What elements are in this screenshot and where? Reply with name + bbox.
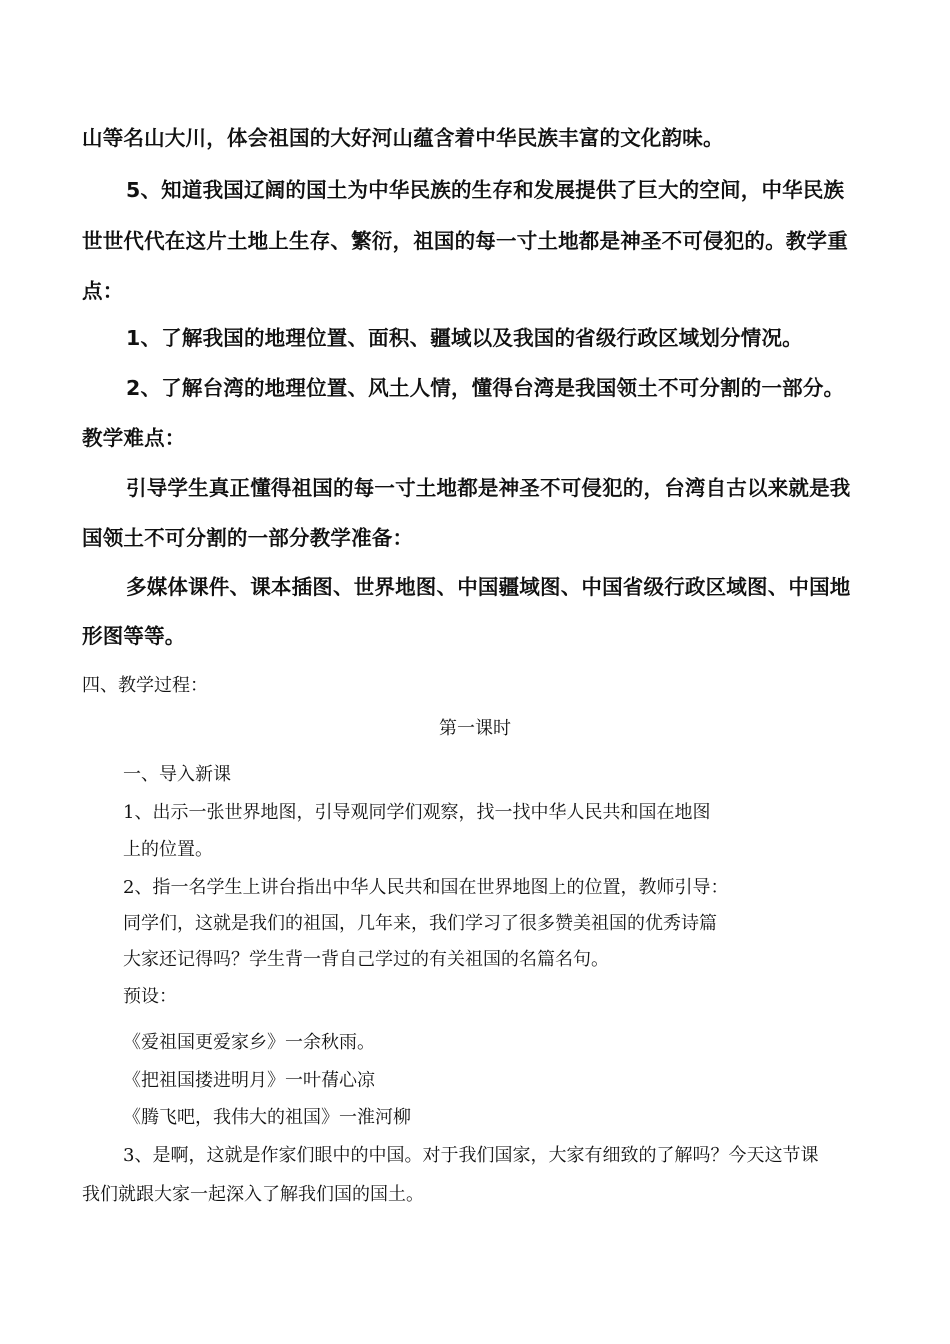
section-heading: 教学难点： [82,426,186,450]
paragraph-line: 3、是啊，这就是作家们眼中的中国。对于我们国家，大家有细致的了解吗？今天这节课 [123,1145,819,1166]
paragraph-line: 山等名山大川，体会祖国的大好河山蕴含着中华民族丰富的文化韵味。 [82,126,724,150]
paragraph-line: 1、出示一张世界地图，引导观同学们观察，找一找中华人民共和国在地图 [123,802,711,823]
quote-line: 《腾飞吧，我伟大的祖国》一淮河柳 [123,1107,411,1128]
paragraph-line: 多媒体课件、课本插图、世界地图、中国疆域图、中国省级行政区域图、中国地 [126,575,851,599]
paragraph-line: 上的位置。 [123,839,213,860]
paragraph-line: 同学们，这就是我们的祖国，几年来，我们学习了很多赞美祖国的优秀诗篇 [123,913,717,934]
paragraph-line: 点： [82,279,124,303]
paragraph-line: 1、了解我国的地理位置、面积、疆域以及我国的省级行政区域划分情况。 [126,326,803,350]
section-heading: 四、教学过程： [82,675,208,696]
paragraph-line: 形图等等。 [82,624,186,648]
paragraph-line: 引导学生真正懂得祖国的每一寸土地都是神圣不可侵犯的，台湾自古以来就是我 [126,476,851,500]
paragraph-line: 2、指一名学生上讲台指出中华人民共和国在世界地图上的位置，教师引导： [123,877,729,898]
paragraph-line: 世世代代在这片土地上生存、繁衍，祖国的每一寸土地都是神圣不可侵犯的。教学重 [82,229,848,253]
quote-line: 《把祖国搂进明月》一叶蒨心凉 [123,1070,375,1091]
paragraph-line: 5、知道我国辽阔的国土为中华民族的生存和发展提供了巨大的空间，中华民族 [126,178,845,202]
paragraph-line: 我们就跟大家一起深入了解我们国的国土。 [82,1184,424,1205]
subsection-heading: 一、导入新课 [123,764,231,785]
paragraph-line: 大家还记得吗？学生背一背自己学过的有关祖国的名篇名句。 [123,949,609,970]
paragraph-line: 2、了解台湾的地理位置、风土人情，懂得台湾是我国领土不可分割的一部分。 [126,376,845,400]
quote-line: 《爱祖国更爱家乡》一余秋雨。 [123,1032,375,1053]
paragraph-line: 国领土不可分割的一部分教学准备： [82,526,414,550]
lesson-title: 第一课时 [439,718,511,739]
paragraph-line: 预设： [123,986,177,1007]
